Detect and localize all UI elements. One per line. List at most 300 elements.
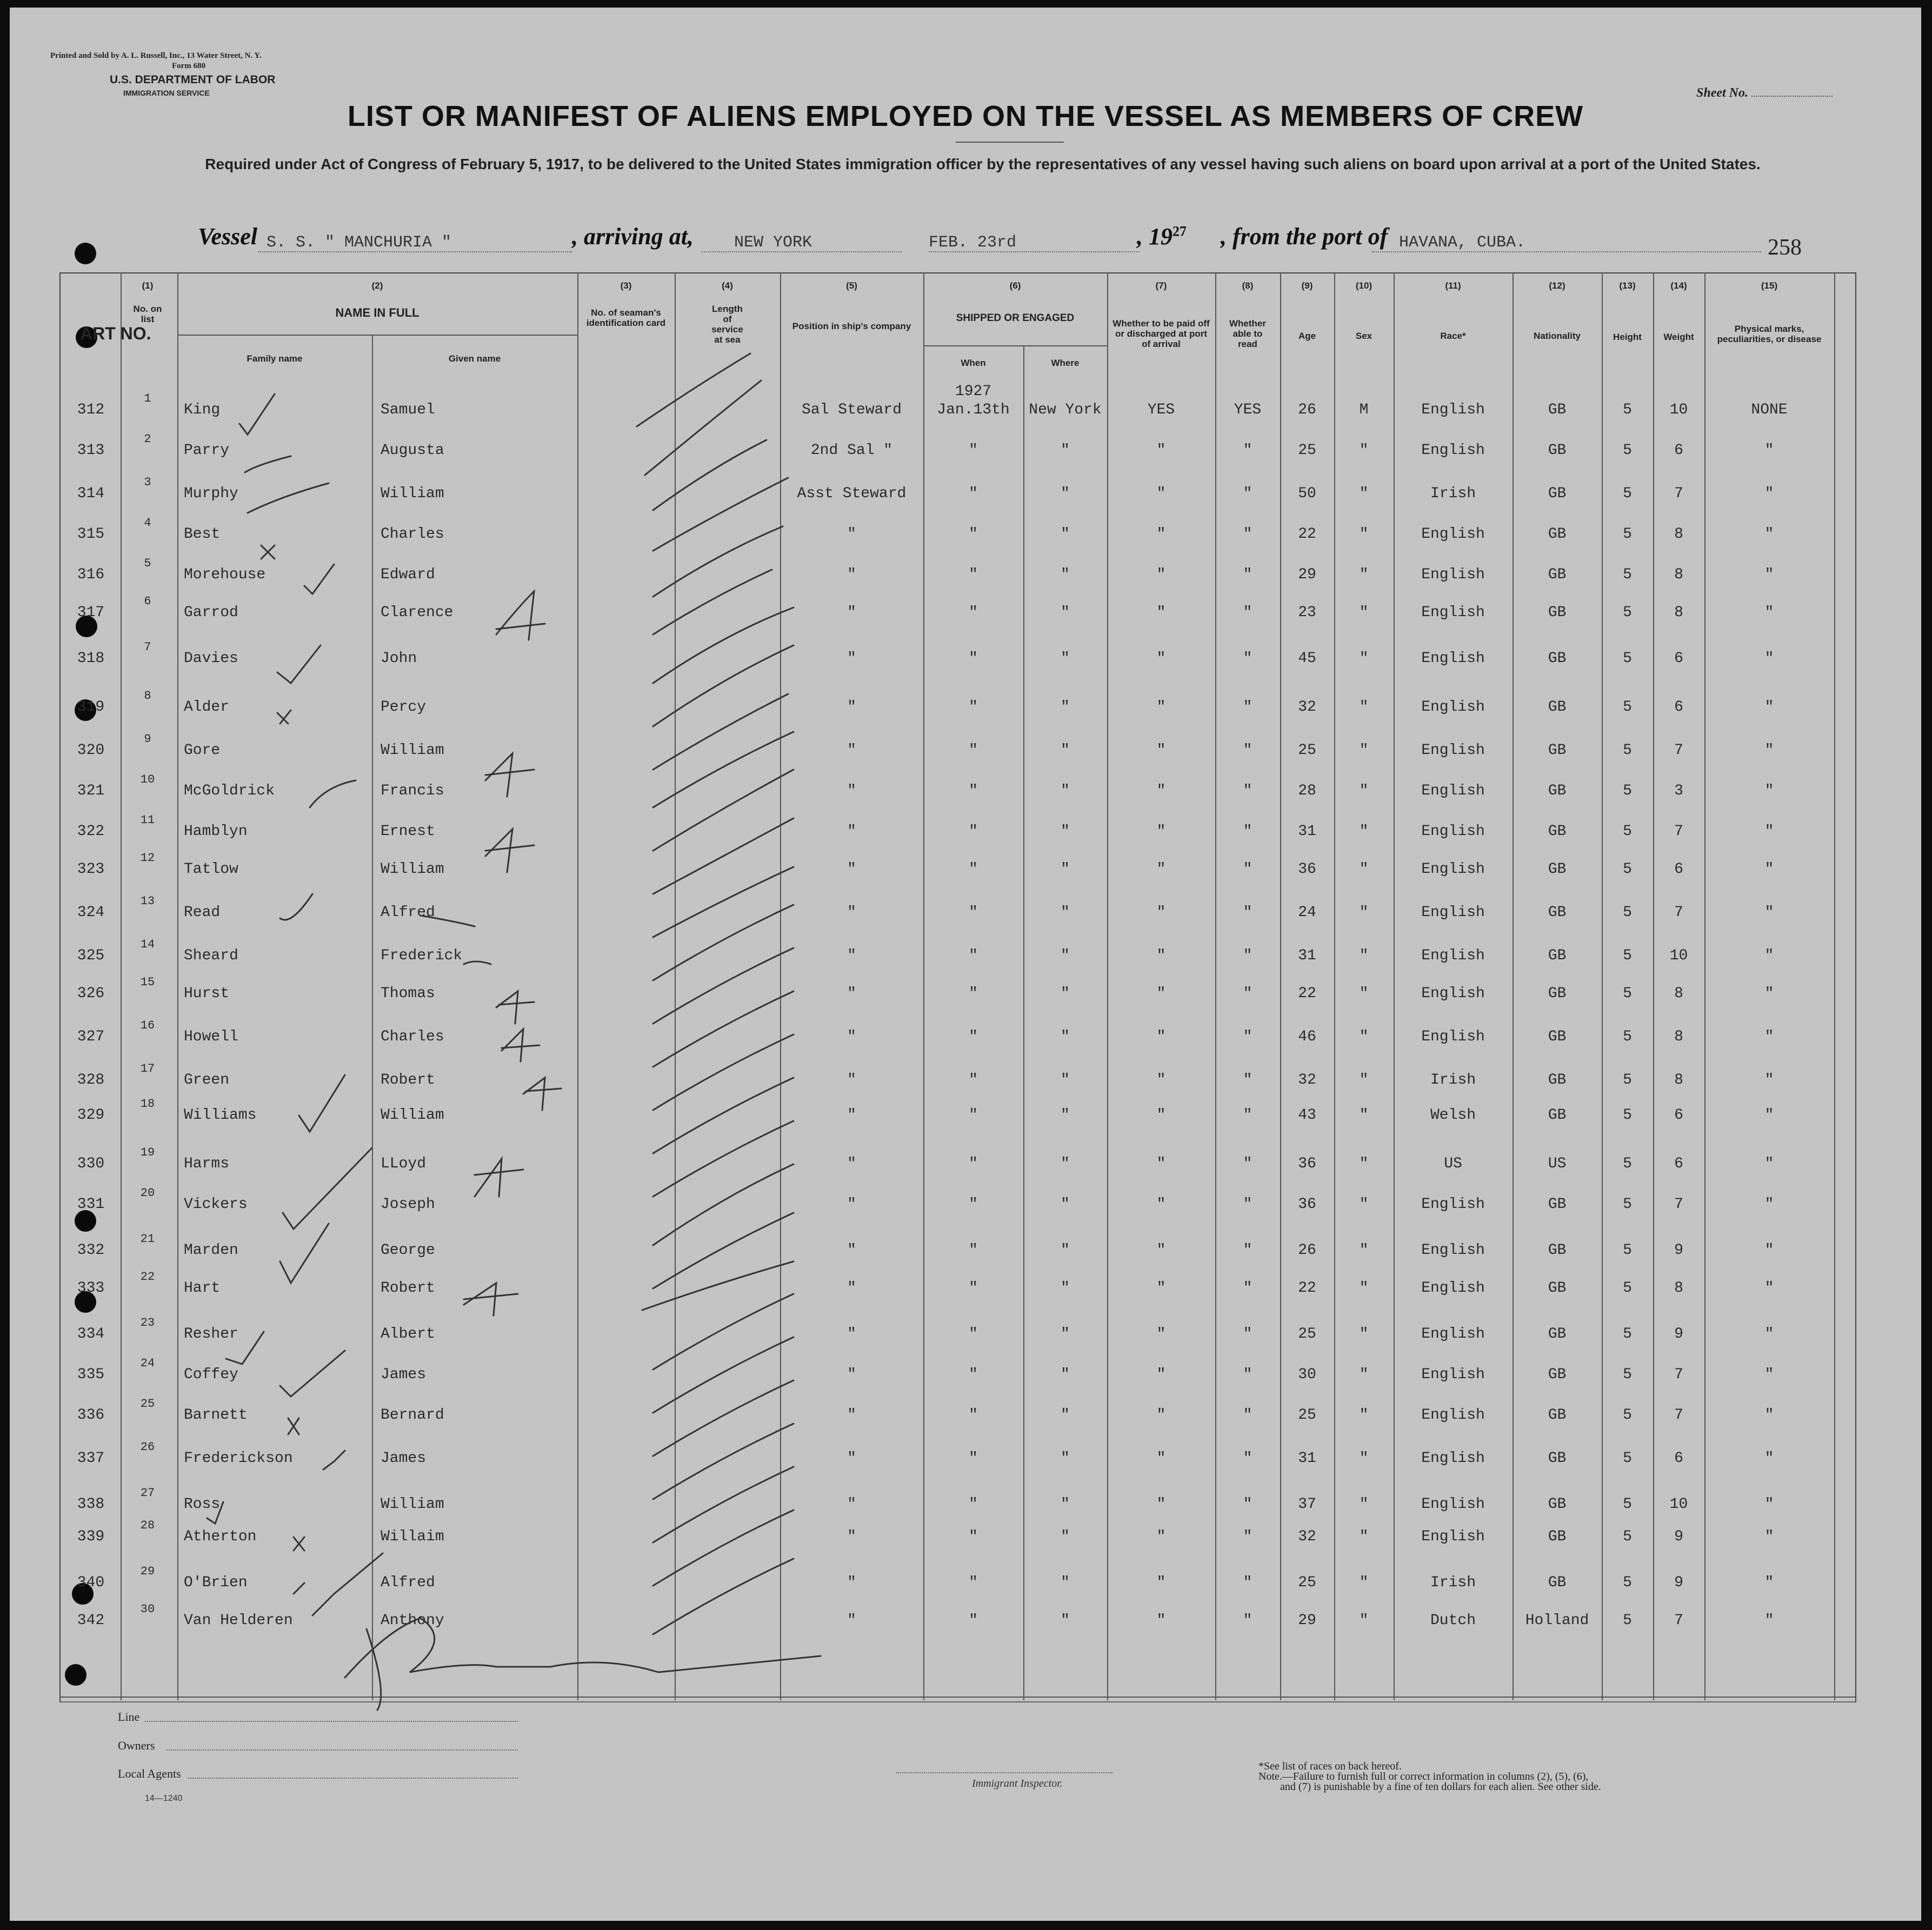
- cell-sex: ": [1359, 1326, 1369, 1343]
- cell-height: 5: [1623, 699, 1632, 716]
- cell-no-on-list: 14: [140, 938, 155, 951]
- pencil-stroke: [653, 1294, 794, 1370]
- cell-weight: 7: [1674, 1196, 1683, 1213]
- cell-height: 5: [1623, 783, 1632, 799]
- check-mark: [304, 564, 334, 594]
- col-length-of-service: Length of service at sea: [711, 304, 743, 345]
- x-mark: [288, 1418, 299, 1434]
- cell-able-to-read: ": [1243, 1450, 1253, 1467]
- pencil-stroke: [653, 1467, 794, 1542]
- cell-no-on-list: 25: [140, 1397, 155, 1411]
- department-name: U.S. DEPARTMENT OF LABOR: [110, 74, 276, 86]
- cell-when: ": [969, 442, 978, 459]
- cell-no-on-list: 17: [140, 1062, 155, 1076]
- cell-when: ": [969, 1496, 978, 1513]
- cell-family-name: Murphy: [184, 485, 238, 502]
- pencil-stroke: [653, 478, 788, 551]
- cell-no-on-list: 18: [140, 1097, 155, 1111]
- cell-when: ": [969, 526, 978, 543]
- cell-position: 2nd Sal ": [810, 442, 893, 459]
- cell-family-name: Harms: [184, 1156, 230, 1172]
- cell-physical-marks: ": [1764, 1496, 1774, 1513]
- col6-number: (6): [1009, 281, 1021, 291]
- cell-weight: 10: [1669, 1496, 1688, 1513]
- cell-no-on-list: 23: [140, 1316, 155, 1330]
- cell-when: ": [969, 947, 978, 964]
- cell-position: ": [847, 742, 856, 759]
- pencil-stroke: [653, 1121, 794, 1197]
- cell-where: ": [1061, 1366, 1070, 1383]
- cell-nationality: GB: [1548, 904, 1567, 921]
- cell-position: Sal Steward: [802, 402, 902, 418]
- cell-able-to-read: ": [1243, 742, 1253, 759]
- cell-position: ": [847, 699, 856, 716]
- cell-family-name: Davies: [184, 650, 238, 667]
- cell-where: ": [1061, 1450, 1070, 1467]
- col-no-on-list: No. on list: [133, 304, 162, 324]
- cell-art-no: 314: [77, 485, 105, 502]
- col-age: Age: [1298, 331, 1316, 341]
- cell-height: 5: [1623, 1280, 1632, 1297]
- cell-able-to-read: ": [1243, 861, 1253, 878]
- cell-nationality: GB: [1548, 783, 1567, 799]
- cell-weight: 6: [1674, 1450, 1683, 1467]
- cell-art-no: 328: [77, 1072, 105, 1088]
- cell-where: ": [1061, 1574, 1070, 1591]
- cell-family-name: Best: [184, 526, 221, 543]
- cell-age: 36: [1298, 1196, 1316, 1213]
- cell-art-no: 337: [77, 1450, 105, 1467]
- pencil-stroke: [653, 1078, 794, 1153]
- cell-physical-marks: ": [1764, 1280, 1774, 1297]
- four-mark: [464, 1283, 518, 1315]
- col-position: Position in ship's company: [792, 321, 911, 331]
- cell-position: ": [847, 1574, 856, 1591]
- cell-where: ": [1061, 1156, 1070, 1172]
- cell-given-name: Robert: [381, 1072, 435, 1088]
- cell-when: ": [969, 1326, 978, 1343]
- cell-art-no: 327: [77, 1029, 105, 1045]
- cell-where: ": [1061, 485, 1070, 502]
- cell-height: 5: [1623, 1450, 1632, 1467]
- cell-sex: ": [1359, 1366, 1369, 1383]
- cell-where: ": [1061, 1196, 1070, 1213]
- cell-race: English: [1421, 402, 1485, 418]
- cell-no-on-list: 26: [140, 1440, 155, 1454]
- cell-art-no: 313: [77, 442, 105, 459]
- cell-where: ": [1061, 1242, 1070, 1259]
- cell-race: Irish: [1430, 1072, 1476, 1088]
- four-mark: [523, 1078, 561, 1110]
- cell-given-name: Bernard: [381, 1407, 444, 1424]
- cell-age: 24: [1298, 904, 1316, 921]
- col-when: When: [961, 358, 986, 368]
- pencil-stroke: [653, 1164, 794, 1245]
- cell-position: ": [847, 1280, 856, 1297]
- cell-given-name: Percy: [381, 699, 427, 716]
- cell-where: ": [1061, 1107, 1070, 1124]
- cell-race: English: [1421, 566, 1485, 583]
- cell-when: ": [969, 904, 978, 921]
- col-paid-off: Whether to be paid off or discharged at port of arrival: [1112, 318, 1210, 349]
- cell-position: ": [847, 1612, 856, 1629]
- cell-able-to-read: ": [1243, 650, 1253, 667]
- cell-able-to-read: ": [1243, 604, 1253, 621]
- cell-height: 5: [1623, 402, 1632, 418]
- note-races: *See list of races on back hereof.: [1258, 1760, 1402, 1772]
- col2-number: (2): [371, 281, 383, 291]
- cell-no-on-list: 10: [140, 773, 155, 786]
- cell-nationality: GB: [1548, 1574, 1567, 1591]
- cell-when: ": [969, 985, 978, 1002]
- cell-sex: ": [1359, 604, 1369, 621]
- cell-nationality: GB: [1548, 650, 1567, 667]
- cell-able-to-read: ": [1243, 1280, 1253, 1297]
- cell-nationality: GB: [1548, 485, 1567, 502]
- inspector-label: Immigrant Inspector.: [972, 1778, 1063, 1789]
- cell-age: 37: [1298, 1496, 1316, 1513]
- cell-given-name: William: [381, 485, 444, 502]
- cell-physical-marks: ": [1764, 1029, 1774, 1045]
- cell-paid-off: ": [1156, 1407, 1166, 1424]
- cell-race: English: [1421, 1450, 1485, 1467]
- vessel-label: Vessel: [198, 223, 257, 250]
- cell-physical-marks: ": [1764, 1450, 1774, 1467]
- cell-art-no: 338: [77, 1496, 105, 1513]
- col8-number: (8): [1242, 281, 1254, 291]
- cell-given-name: Clarence: [381, 604, 454, 621]
- cell-where: New York: [1029, 402, 1102, 418]
- cell-when: ": [969, 1528, 978, 1545]
- cell-when: ": [969, 650, 978, 667]
- cell-sex: ": [1359, 742, 1369, 759]
- cell-sex: ": [1359, 783, 1369, 799]
- cell-paid-off: ": [1156, 742, 1166, 759]
- vessel-name: S. S. " MANCHURIA ": [267, 233, 452, 252]
- cell-able-to-read: ": [1243, 526, 1253, 543]
- cell-position: ": [847, 1107, 856, 1124]
- cell-height: 5: [1623, 1072, 1632, 1088]
- cell-paid-off: ": [1156, 442, 1166, 459]
- cell-paid-off: ": [1156, 650, 1166, 667]
- cell-sex: ": [1359, 1496, 1369, 1513]
- arriving-port: NEW YORK: [734, 233, 812, 252]
- cell-weight: 8: [1674, 526, 1683, 543]
- cell-height: 5: [1623, 985, 1632, 1002]
- cell-no-on-list: 29: [140, 1565, 155, 1578]
- cell-race: English: [1421, 1326, 1485, 1343]
- pencil-stroke: [653, 905, 794, 980]
- cell-race: English: [1421, 1528, 1485, 1545]
- pencil-stroke: [653, 948, 794, 1024]
- cell-given-name: Alfred: [381, 904, 435, 921]
- footer-owners-label: Owners: [118, 1739, 155, 1752]
- manifest-sheet: [10, 8, 1921, 1921]
- cell-paid-off: ": [1156, 783, 1166, 799]
- cell-art-no: 319: [77, 699, 105, 716]
- col5-number: (5): [846, 281, 857, 291]
- cell-physical-marks: ": [1764, 442, 1774, 459]
- cell-family-name: Tatlow: [184, 861, 238, 878]
- cell-art-no: 323: [77, 861, 105, 878]
- cell-family-name: Resher: [184, 1326, 238, 1343]
- cell-weight: 7: [1674, 1366, 1683, 1383]
- cell-paid-off: ": [1156, 1280, 1166, 1297]
- cell-paid-off: ": [1156, 985, 1166, 1002]
- cell-weight: 8: [1674, 1280, 1683, 1297]
- pencil-stroke: [653, 991, 794, 1067]
- cell-art-no: 333: [77, 1280, 105, 1297]
- col-where: Where: [1051, 358, 1080, 368]
- cell-no-on-list: 20: [140, 1186, 155, 1200]
- cell-sex: ": [1359, 1528, 1369, 1545]
- cell-race: English: [1421, 604, 1485, 621]
- check-mark: [277, 645, 321, 683]
- cell-age: 32: [1298, 1072, 1316, 1088]
- cell-nationality: Holland: [1525, 1612, 1589, 1629]
- cell-nationality: GB: [1548, 604, 1567, 621]
- cell-weight: 3: [1674, 783, 1683, 799]
- cell-able-to-read: ": [1243, 1107, 1253, 1124]
- x-mark: [261, 545, 275, 559]
- cell-race: Irish: [1430, 485, 1476, 502]
- col-shipped-engaged: SHIPPED OR ENGAGED: [956, 312, 1075, 324]
- cell-race: Welsh: [1430, 1107, 1476, 1124]
- cell-nationality: GB: [1548, 1366, 1567, 1383]
- cell-height: 5: [1623, 1242, 1632, 1259]
- cell-sex: M: [1359, 402, 1369, 418]
- cell-no-on-list: 28: [140, 1519, 155, 1532]
- cell-race: English: [1421, 985, 1485, 1002]
- cell-race: US: [1444, 1156, 1462, 1172]
- cell-when-year: 1927: [955, 383, 992, 400]
- cell-when: ": [969, 1196, 978, 1213]
- page-subtitle: Required under Act of Congress of February 5, 1917, to be delivered to the United States immigration officer by the representatives of any vessel having such aliens on board upon arrival at a port of the United States.: [205, 156, 1761, 172]
- cell-able-to-read: ": [1243, 1612, 1253, 1629]
- pencil-stroke: [653, 440, 767, 510]
- cell-sex: ": [1359, 1242, 1369, 1259]
- cell-no-on-list: 3: [144, 476, 151, 489]
- cell-height: 5: [1623, 604, 1632, 621]
- pencil-stroke: [642, 1261, 794, 1310]
- cell-when: ": [969, 823, 978, 840]
- cell-able-to-read: ": [1243, 1574, 1253, 1591]
- col4-number: (4): [722, 281, 733, 291]
- cell-paid-off: ": [1156, 861, 1166, 878]
- cell-where: ": [1061, 947, 1070, 964]
- cell-age: 36: [1298, 861, 1316, 878]
- cell-no-on-list: 7: [144, 640, 151, 654]
- col3-number: (3): [620, 281, 632, 291]
- cell-family-name: Van Helderen: [184, 1612, 293, 1629]
- cell-sex: ": [1359, 1072, 1369, 1088]
- x-mark: [277, 710, 291, 724]
- cell-race: English: [1421, 1280, 1485, 1297]
- from-port: HAVANA, CUBA.: [1399, 233, 1526, 252]
- cell-race: English: [1421, 1366, 1485, 1383]
- cell-when: ": [969, 1072, 978, 1088]
- cell-height: 5: [1623, 1574, 1632, 1591]
- cell-height: 5: [1623, 1156, 1632, 1172]
- cell-weight: 10: [1669, 402, 1688, 418]
- cell-sex: ": [1359, 985, 1369, 1002]
- cell-weight: 6: [1674, 650, 1683, 667]
- cell-height: 5: [1623, 742, 1632, 759]
- cell-race: Irish: [1430, 1574, 1476, 1591]
- cell-position: ": [847, 783, 856, 799]
- service-name: IMMIGRATION SERVICE: [123, 89, 210, 97]
- cell-weight: 8: [1674, 985, 1683, 1002]
- cell-height: 5: [1623, 861, 1632, 878]
- cell-physical-marks: ": [1764, 904, 1774, 921]
- check-mark: [239, 394, 275, 435]
- cell-age: 50: [1298, 485, 1316, 502]
- cell-able-to-read: ": [1243, 1407, 1253, 1424]
- cell-paid-off: ": [1156, 823, 1166, 840]
- cell-paid-off: ": [1156, 1196, 1166, 1213]
- cell-paid-off: ": [1156, 1450, 1166, 1467]
- footer-owners-rule: [166, 1749, 518, 1751]
- pencil-stroke: [637, 353, 750, 426]
- cell-paid-off: ": [1156, 1612, 1166, 1629]
- cell-physical-marks: ": [1764, 526, 1774, 543]
- cell-given-name: Frederick: [381, 947, 463, 964]
- cell-nationality: GB: [1548, 1326, 1567, 1343]
- check-mark: [323, 1451, 345, 1470]
- cell-family-name: Barnett: [184, 1407, 248, 1424]
- check-mark: [310, 780, 356, 807]
- cell-art-no: 330: [77, 1156, 105, 1172]
- cell-nationality: GB: [1548, 566, 1567, 583]
- col14-number: (14): [1670, 281, 1687, 291]
- pencil-stroke: [653, 607, 794, 683]
- note-penalty-cont: and (7) is punishable by a fine of ten dollars for each alien. See other side.: [1280, 1781, 1601, 1793]
- cell-nationality: GB: [1548, 1107, 1567, 1124]
- cell-given-name: Robert: [381, 1280, 435, 1297]
- cell-paid-off: ": [1156, 1242, 1166, 1259]
- cell-given-name: George: [381, 1242, 435, 1259]
- cell-able-to-read: ": [1243, 1528, 1253, 1545]
- cell-where: ": [1061, 650, 1070, 667]
- cell-age: 29: [1298, 1612, 1316, 1629]
- cell-nationality: GB: [1548, 402, 1567, 418]
- check-mark: [245, 456, 291, 472]
- cell-nationality: GB: [1548, 1072, 1567, 1088]
- cell-weight: 7: [1674, 485, 1683, 502]
- cell-no-on-list: 2: [144, 432, 151, 446]
- cell-sex: ": [1359, 526, 1369, 543]
- cell-when: ": [969, 485, 978, 502]
- cell-paid-off: ": [1156, 604, 1166, 621]
- cell-where: ": [1061, 1280, 1070, 1297]
- cell-physical-marks: ": [1764, 1107, 1774, 1124]
- arrival-date: FEB. 23rd: [929, 233, 1017, 252]
- pencil-stroke: [653, 1424, 794, 1499]
- sheet-no-label: Sheet No.: [1696, 86, 1748, 100]
- col-race: Race*: [1440, 331, 1466, 341]
- cell-where: ": [1061, 783, 1070, 799]
- cell-height: 5: [1623, 526, 1632, 543]
- cell-weight: 6: [1674, 861, 1683, 878]
- cell-when: ": [969, 1029, 978, 1045]
- cell-position: ": [847, 1156, 856, 1172]
- pencil-stroke: [653, 867, 794, 937]
- cell-no-on-list: 13: [140, 894, 155, 908]
- sheet-number: 258: [1768, 235, 1802, 260]
- cell-weight: 8: [1674, 566, 1683, 583]
- cell-no-on-list: 1: [144, 392, 151, 405]
- cell-paid-off: ": [1156, 1107, 1166, 1124]
- cell-art-no: 336: [77, 1407, 105, 1424]
- cell-given-name: Francis: [381, 783, 444, 799]
- cell-art-no: 342: [77, 1612, 105, 1629]
- cell-race: English: [1421, 1496, 1485, 1513]
- cell-given-name: Anthony: [381, 1612, 444, 1629]
- cell-where: ": [1061, 1612, 1070, 1629]
- cell-where: ": [1061, 604, 1070, 621]
- cell-no-on-list: 6: [144, 595, 151, 608]
- cell-where: ": [1061, 1029, 1070, 1045]
- cell-art-no: 320: [77, 742, 105, 759]
- col-seaman-id: No. of seaman's identification card: [586, 308, 666, 328]
- check-mark: [248, 483, 329, 513]
- cell-position: ": [847, 1496, 856, 1513]
- cell-race: English: [1421, 1242, 1485, 1259]
- cell-able-to-read: ": [1243, 699, 1253, 716]
- cell-family-name: Atherton: [184, 1528, 257, 1545]
- cell-physical-marks: ": [1764, 1072, 1774, 1088]
- cell-able-to-read: ": [1243, 947, 1253, 964]
- cell-nationality: GB: [1548, 699, 1567, 716]
- cell-sex: ": [1359, 904, 1369, 921]
- cell-where: ": [1061, 1326, 1070, 1343]
- cell-paid-off: ": [1156, 1326, 1166, 1343]
- cell-family-name: Gore: [184, 742, 221, 759]
- cell-paid-off: ": [1156, 526, 1166, 543]
- cell-height: 5: [1623, 442, 1632, 459]
- cell-family-name: Hamblyn: [184, 823, 248, 840]
- cell-position: ": [847, 1366, 856, 1383]
- cell-art-no: 326: [77, 985, 105, 1002]
- cell-sex: ": [1359, 861, 1369, 878]
- cell-when: ": [969, 1612, 978, 1629]
- cell-nationality: GB: [1548, 1407, 1567, 1424]
- cell-race: English: [1421, 861, 1485, 878]
- cell-position: ": [847, 1029, 856, 1045]
- cell-given-name: James: [381, 1366, 427, 1383]
- cell-physical-marks: ": [1764, 1407, 1774, 1424]
- col9-number: (9): [1301, 281, 1313, 291]
- cell-able-to-read: ": [1243, 442, 1253, 459]
- cell-weight: 7: [1674, 1407, 1683, 1424]
- cell-age: 25: [1298, 1326, 1316, 1343]
- cell-nationality: GB: [1548, 1029, 1567, 1045]
- cell-family-name: Alder: [184, 699, 230, 716]
- col-weight: Weight: [1663, 332, 1694, 342]
- cell-when: ": [969, 1156, 978, 1172]
- cell-family-name: Ross: [184, 1496, 221, 1513]
- cell-age: 36: [1298, 1156, 1316, 1172]
- cell-position: ": [847, 1072, 856, 1088]
- cell-physical-marks: ": [1764, 566, 1774, 583]
- cell-no-on-list: 15: [140, 976, 155, 989]
- cell-weight: 7: [1674, 1612, 1683, 1629]
- cell-where: ": [1061, 442, 1070, 459]
- cell-when: ": [969, 604, 978, 621]
- cell-art-no: 317: [77, 604, 105, 621]
- cell-weight: 8: [1674, 604, 1683, 621]
- footer-line-label: Line: [118, 1710, 140, 1724]
